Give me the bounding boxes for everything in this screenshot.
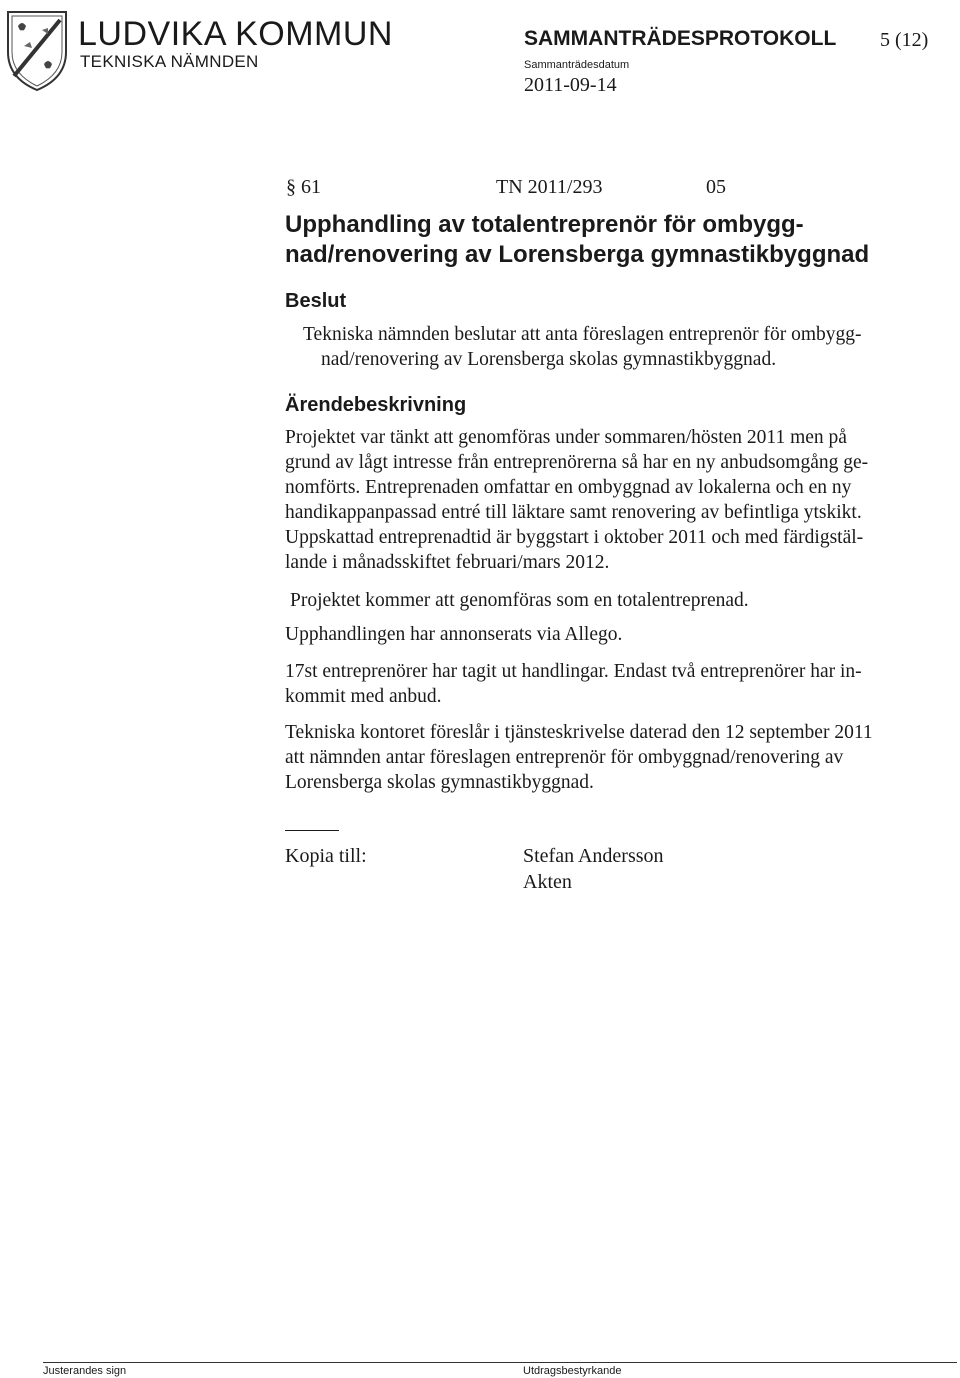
paragraph-line: lande i månadsskiftet februari/mars 2012. (285, 552, 610, 573)
decision-line: Tekniska nämnden beslutar att anta föreslagen entreprenör för ombygg- (303, 324, 862, 345)
paragraph-line: Projektet kommer att genomföras som en totalentreprenad. (290, 590, 749, 611)
description-paragraph (285, 622, 960, 647)
decision-heading: Beslut (285, 290, 347, 312)
municipal-coat-of-arms-icon (4, 6, 70, 92)
paragraph-line: Projektet var tänkt att genomföras under sommaren/hösten 2011 men på (285, 427, 847, 448)
paragraph-line: Tekniska kontoret föreslår i tjänsteskrivelse daterad den 12 september 2011 (285, 722, 873, 743)
meeting-date-label: Sammanträdesdatum (524, 59, 630, 71)
meeting-date: 2011-09-14 (524, 74, 617, 96)
description-paragraph (285, 425, 960, 575)
paragraph-line: nomförts. Entreprenaden omfattar en ombyggnad av lokalerna och en ny (285, 477, 852, 498)
footer-certification: Utdragsbestyrkande (523, 1365, 622, 1377)
paragraph-reference: § 61 (286, 176, 321, 198)
case-description-heading: Ärendebeskrivning (285, 394, 467, 416)
paragraph-line: Lorensberga skolas gymnastikbyggnad. (285, 772, 594, 793)
item-title-line: nad/renovering av Lorensberga gymnastikbyggnad (285, 241, 870, 268)
decision-line: nad/renovering av Lorensberga skolas gymnastikbyggnad. (321, 349, 777, 370)
separator-rule (285, 830, 339, 831)
paragraph-line: Upphandlingen har annonserats via Allego. (285, 624, 623, 645)
paragraph-line: 17st entreprenörer har tagit ut handlingar. Endast två entreprenörer har in- (285, 661, 862, 682)
item-title-line: Upphandling av totalentreprenör för ombygg- (285, 211, 804, 238)
document-type: SAMMANTRÄDESPROTOKOLL (524, 27, 837, 50)
copy-recipients (523, 843, 664, 895)
case-number: TN 2011/293 (496, 176, 603, 198)
paragraph-line: grund av lågt intresse från entreprenörerna så har en ny anbudsomgång ge- (285, 452, 869, 473)
description-paragraph (290, 588, 960, 613)
description-paragraph (285, 720, 960, 795)
recipient: Akten (523, 871, 572, 893)
organization-name: LUDVIKA KOMMUN (78, 15, 393, 53)
paragraph-line: att nämnden antar föreslagen entreprenör för ombyggnad/renovering av (285, 747, 844, 768)
decision-text (303, 322, 953, 372)
recipient: Stefan Andersson (523, 845, 664, 867)
archive-code: 05 (706, 176, 726, 198)
paragraph-line: Uppskattad entreprenadtid är byggstart i oktober 2011 och med färdigstäl- (285, 527, 864, 548)
paragraph-line: kommit med anbud. (285, 686, 442, 707)
description-paragraph (285, 659, 960, 709)
copy-to-label: Kopia till: (285, 845, 367, 867)
page-number: 5 (12) (880, 29, 929, 51)
item-title (285, 210, 945, 270)
footer-adjuster-sign: Justerandes sign (43, 1365, 127, 1377)
paragraph-line: handikappanpassad entré till läktare samt renovering av befintliga ytskikt. (285, 502, 862, 523)
organization-unit: TEKNISKA NÄMNDEN (80, 52, 259, 71)
footer-rule (43, 1362, 957, 1363)
